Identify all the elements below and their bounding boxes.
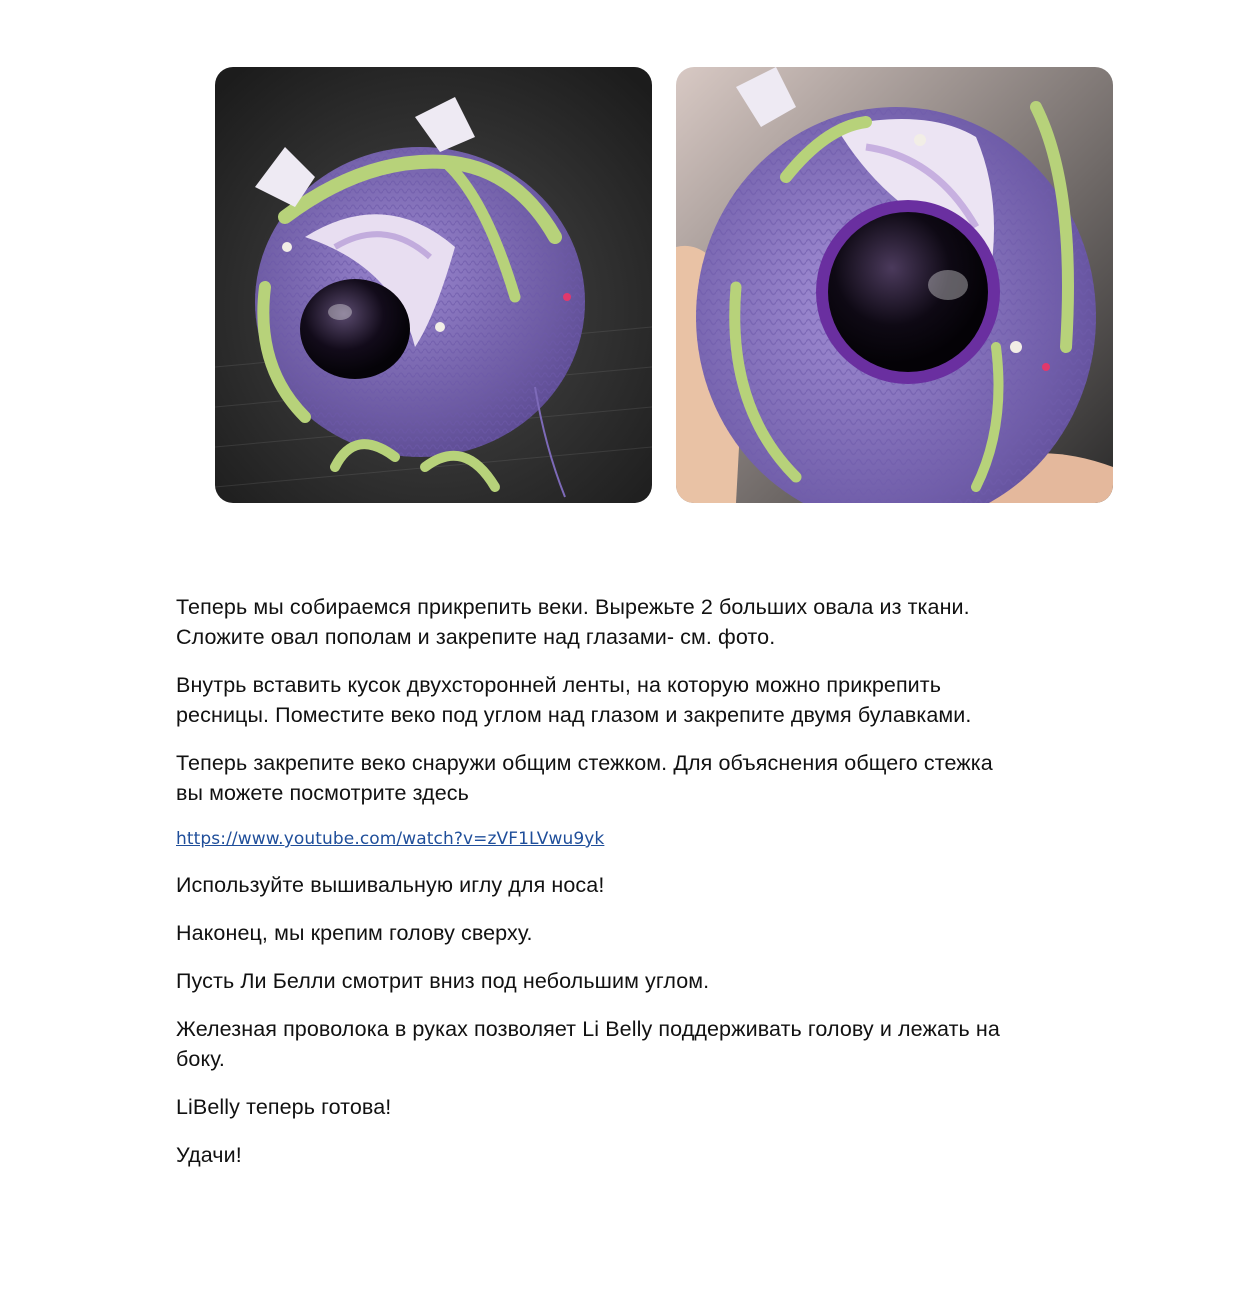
paragraph-line: Железная проволока в руках позволяет Li Belly поддерживать голову и лежать на [176,1017,1000,1041]
paragraph-line: Сложите овал пополам и закрепите над глазами- см. фото. [176,625,776,649]
paragraph-stitch [176,748,1156,808]
paragraph-line: Теперь мы собираемся прикрепить веки. Вырежьте 2 больших овала из ткани. [176,595,970,619]
crochet-head-photo-left [215,67,652,503]
paragraph-needle: Используйте вышивальную иглу для носа! [176,873,605,897]
paragraph-luck: Удачи! [176,1143,242,1167]
crochet-eye-photo-right [676,67,1113,503]
instructions-text [176,592,1156,1188]
paragraph-line: Теперь закрепите веко снаружи общим стежком. Для объяснения общего стежка [176,751,993,775]
paragraph-wire [176,1014,1156,1074]
photo-right [676,67,1113,503]
paragraph-link [176,826,1156,852]
photo-left [215,67,652,503]
youtube-link[interactable]: https://www.youtube.com/watch?v=zVF1LVwu9yk [176,829,605,849]
paragraph-ready: LiBelly теперь готова! [176,1095,392,1119]
paragraph-line: ресницы. Поместите веко под углом над глазом и закрепите двумя булавками. [176,703,972,727]
paragraph-angle: Пусть Ли Белли смотрит вниз под небольшим углом. [176,969,710,993]
paragraph-line: вы можете посмотрите здесь [176,781,469,805]
paragraph-line: Внутрь вставить кусок двухсторонней ленты, на которую можно прикрепить [176,673,942,697]
paragraph-tape [176,670,1156,730]
paragraph-eyelids [176,592,1156,652]
paragraph-line: боку. [176,1047,225,1071]
paragraph-head: Наконец, мы крепим голову сверху. [176,921,533,945]
